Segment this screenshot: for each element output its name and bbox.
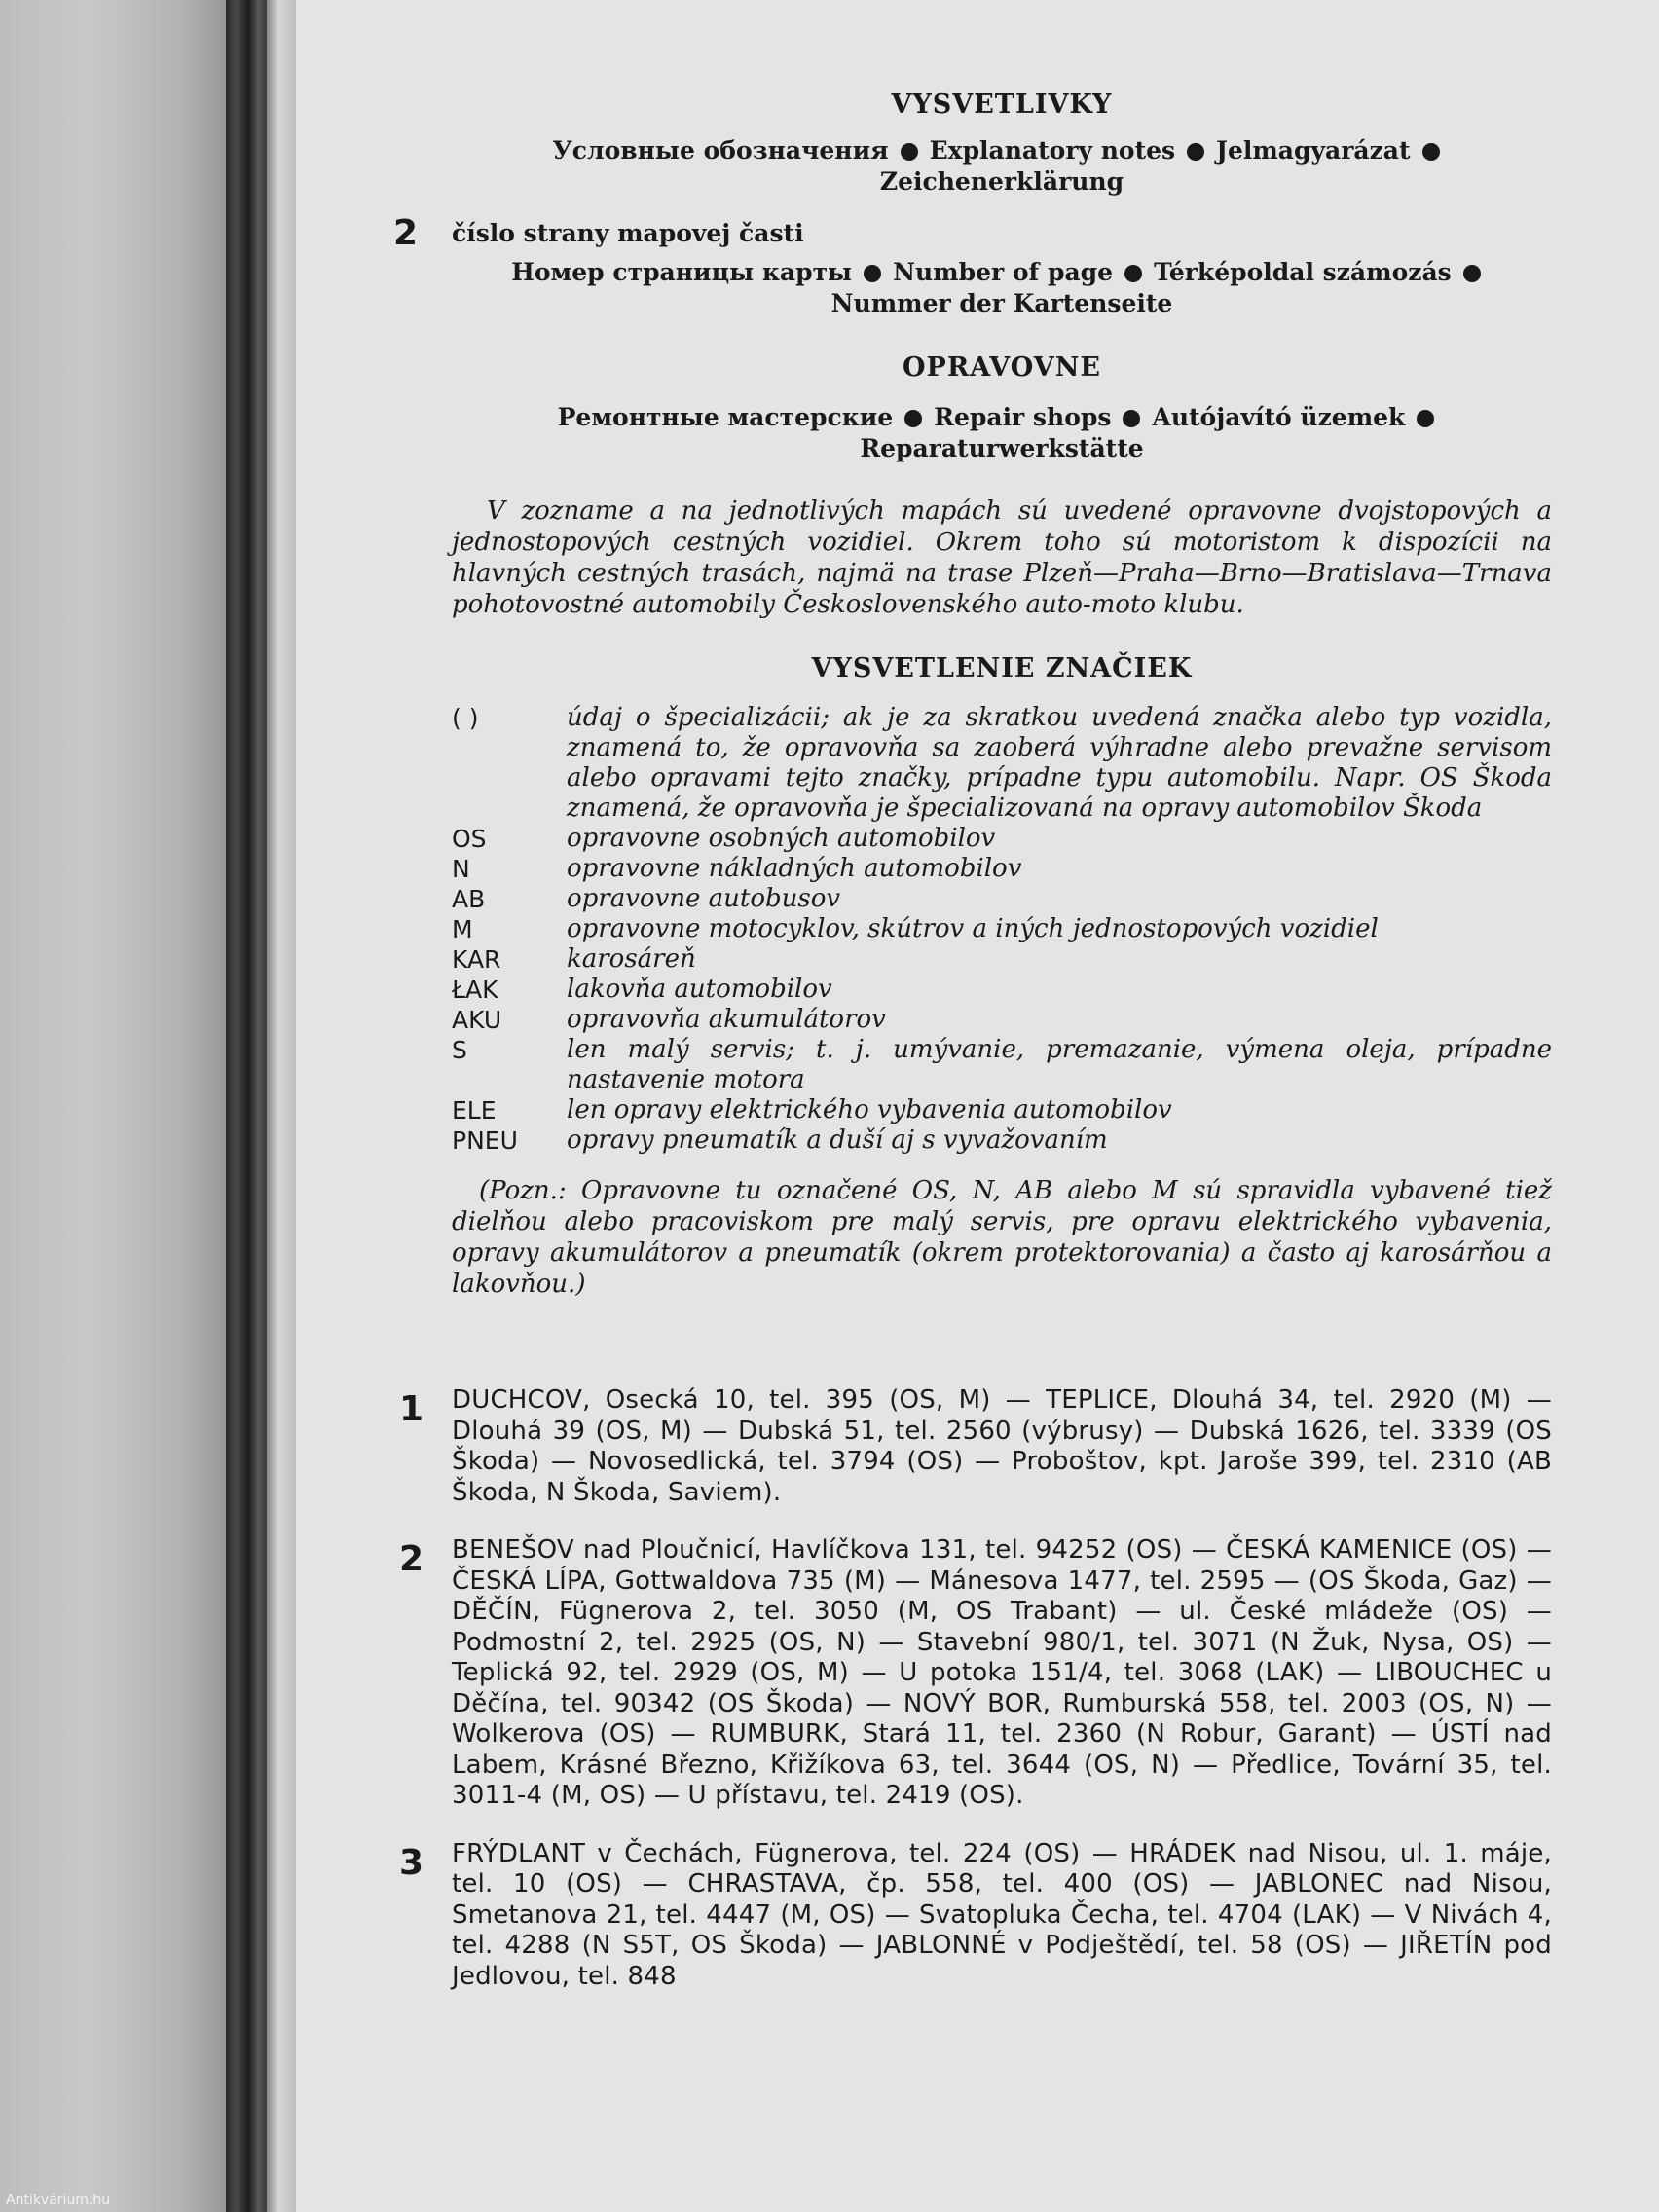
lang-ru: Ремонтные мастерские [557,403,894,431]
legend-item [452,1005,1552,1035]
legend-item [452,884,1552,914]
lang-en: Repair shops [934,403,1112,431]
legend-code: S [452,1036,467,1064]
bullet-icon [1187,143,1204,161]
legend-desc: len malý servis; t. j. umývanie, premazanie, výmena oleja, prípadne nastavenie motora [567,1035,1552,1094]
region-number: 3 [399,1842,424,1883]
bullet-icon [1123,410,1140,427]
spacer [452,1300,1552,1358]
region-text: FRÝDLANT v Čechách, Fügnerova, tel. 224 (OS) — HRÁDEK nad Nisou, ul. 1. máje, tel. 10 (OS) — CHRASTAVA, čp. 558, tel. 400 (OS) — JABLONEC nad Nisou, Smetanova 21, tel. 4447 (M, OS) — Svatopluka Čecha, tel. 4704 (LAK) — V Nivách 4, tel. 4288 (N S5T, OS Škoda) — JABLONNÉ v Podještědí, tel. 58 (OS) — JIŘETÍN pod Jedlovou, tel. 848 [452,1838,1552,1991]
lang-ru: Условные обозначения [552,136,889,165]
legend-list [452,703,1552,1156]
watermark: Antikvárium.hu [6,2193,111,2208]
repair-paragraph: V zozname a na jednotlivých mapách sú uvedené opravovne dvojstopových a jednostopových cestných vozidiel. Okrem toho sú motoristom k dispozícii na hlavných cestných trasách, najmä na trase Plzeň—Praha—Brno—Bratislava—Trnava pohotovostné automobily Československého auto-moto klubu. [452,497,1552,619]
bullet-icon [1124,265,1142,282]
region-entry [399,1535,1552,1812]
page-edge [267,0,296,2212]
lang-hu: Térképoldal számozás [1154,258,1452,286]
page-number-label: číslo strany mapovej časti [452,219,804,247]
legend-code: ELE [452,1096,497,1124]
bullet-icon [904,410,922,427]
legend-desc: opravovne nákladných automobilov [567,854,1022,883]
title-translations [452,135,1552,198]
legend-desc: karosáreň [567,944,696,974]
legend-code: OS [452,825,487,853]
repair-title: OPRAVOVNE [903,352,1101,383]
region-number: 2 [399,1539,424,1579]
legend-code: ( ) [452,704,479,732]
legend-desc: opravovňa akumulátorov [567,1005,886,1034]
book-spine [226,0,267,2212]
bullet-icon [864,265,881,282]
legend-desc: údaj o špecializácii; ak je za skratkou uvedená značka alebo typ vozidla, znamená to, že opravovňa sa zaoberá výhradne alebo prevažne servisom alebo opravami tejto značky, prípadne typu automobilu. Napr. OS Škoda znamená, že opravovňa je špecializovaná na opravy automobilov Škoda [567,703,1552,823]
legend-code: N [452,855,470,883]
legend-item [452,1125,1552,1156]
repair-translations [452,402,1552,464]
legend-item [452,914,1552,944]
legend-code: PNEU [452,1126,518,1155]
legend-item [452,1095,1552,1125]
legend-desc: opravovne osobných automobilov [567,824,996,853]
legend-desc: opravovne autobusov [567,884,841,913]
legend-item [452,854,1552,884]
legend-code: M [452,915,473,943]
legend-code: AB [452,885,486,913]
lang-hu: Jelmagyarázat [1216,136,1411,165]
page-number-legend [393,213,1552,319]
legend-desc: len opravy elektrického vybavenia automobilov [567,1095,1172,1124]
page-title: VYSVETLIVKY [891,90,1113,120]
legend-code: KAR [452,945,501,974]
background-wall [0,0,226,2212]
lang-hu: Autójavító üzemek [1152,403,1406,431]
page-number-translations [452,257,1552,319]
page-content [393,90,1552,1992]
legend-desc: opravy pneumatík a duší aj s vyvažovaním [567,1125,1108,1155]
legend-code: AKU [452,1006,502,1034]
legend-note: (Pozn.: Opravovne tu označené OS, N, AB alebo M sú spravidla vybavené tiež dielňou alebo pracoviskom pre malý servis, pre opravu elektrického vybavenia, opravy akumulátorov a pneumatík (okrem protektorovania) a často aj karosárňou a lakovňou.) [452,1176,1552,1299]
lang-de: Nummer der Kartenseite [830,289,1173,317]
lang-de: Reparaturwerkstätte [860,434,1144,462]
legend-item [452,1035,1552,1095]
lang-en: Number of page [893,258,1114,286]
lang-ru: Номер страницы карты [511,258,853,286]
book-page [296,0,1659,2212]
legend-item [452,824,1552,854]
bullet-icon [1463,265,1481,282]
legend-item [452,703,1552,824]
region-text: BENEŠOV nad Ploučnicí, Havlíčkova 131, tel. 94252 (OS) — ČESKÁ KAMENICE (OS) — ČESKÁ LÍPA, Gottwaldova 735 (M) — Mánesova 1477, tel. 2595 — (OS Škoda, Gaz) — DĚČÍN, Fügnerova 2, tel. 3050 (M, OS Trabant) — ul. České mládeže (OS) — Podmostní 2, tel. 2925 (OS, N) — Stavební 980/1, tel. 3071 (N Žuk, Nysa, OS) — Teplická 92, tel. 2929 (OS, M) — U potoka 151/4, tel. 3068 (LAK) — LIBOUCHEC u Děčína, tel. 90342 (OS Škoda) — NOVÝ BOR, Rumburská 558, tel. 2003 (OS, N) — Wolkerova (OS) — RUMBURK, Stará 11, tel. 2360 (N Robur, Garant) — ÚSTÍ nad Labem, Krásné Březno, Křižíkova 63, tel. 3644 (OS, N) — Předlice, Tovární 35, tel. 3011-4 (M, OS) — U přístavu, tel. 2419 (OS). [452,1535,1552,1810]
region-entry [399,1385,1552,1508]
region-entry [399,1838,1552,1993]
region-number: 1 [399,1389,424,1429]
legend-desc: lakovňa automobilov [567,975,832,1004]
legend-title: VYSVETLENIE ZNAČIEK [811,653,1193,683]
page-number-symbol: 2 [393,213,419,253]
legend-item [452,975,1552,1005]
bullet-icon [1417,410,1434,427]
legend-desc: opravovne motocyklov, skútrov a iných jednostopových vozidiel [567,914,1379,943]
bullet-icon [901,143,918,161]
region-text: DUCHCOV, Osecká 10, tel. 395 (OS, M) — TEPLICE, Dlouhá 34, tel. 2920 (M) — Dlouhá 39 (OS, M) — Dubská 51, tel. 2560 (výbrusy) — Dubská 1626, tel. 3339 (OS Škoda) — Novosedlická, tel. 3794 (OS) — Proboštov, kpt. Jaroše 399, tel. 2310 (AB Škoda, N Škoda, Saviem). [452,1385,1552,1507]
bullet-icon [1422,143,1440,161]
lang-de: Zeichenerklärung [879,167,1124,196]
lang-en: Explanatory notes [929,136,1176,165]
legend-item [452,944,1552,975]
legend-code: ŁAK [452,976,498,1004]
